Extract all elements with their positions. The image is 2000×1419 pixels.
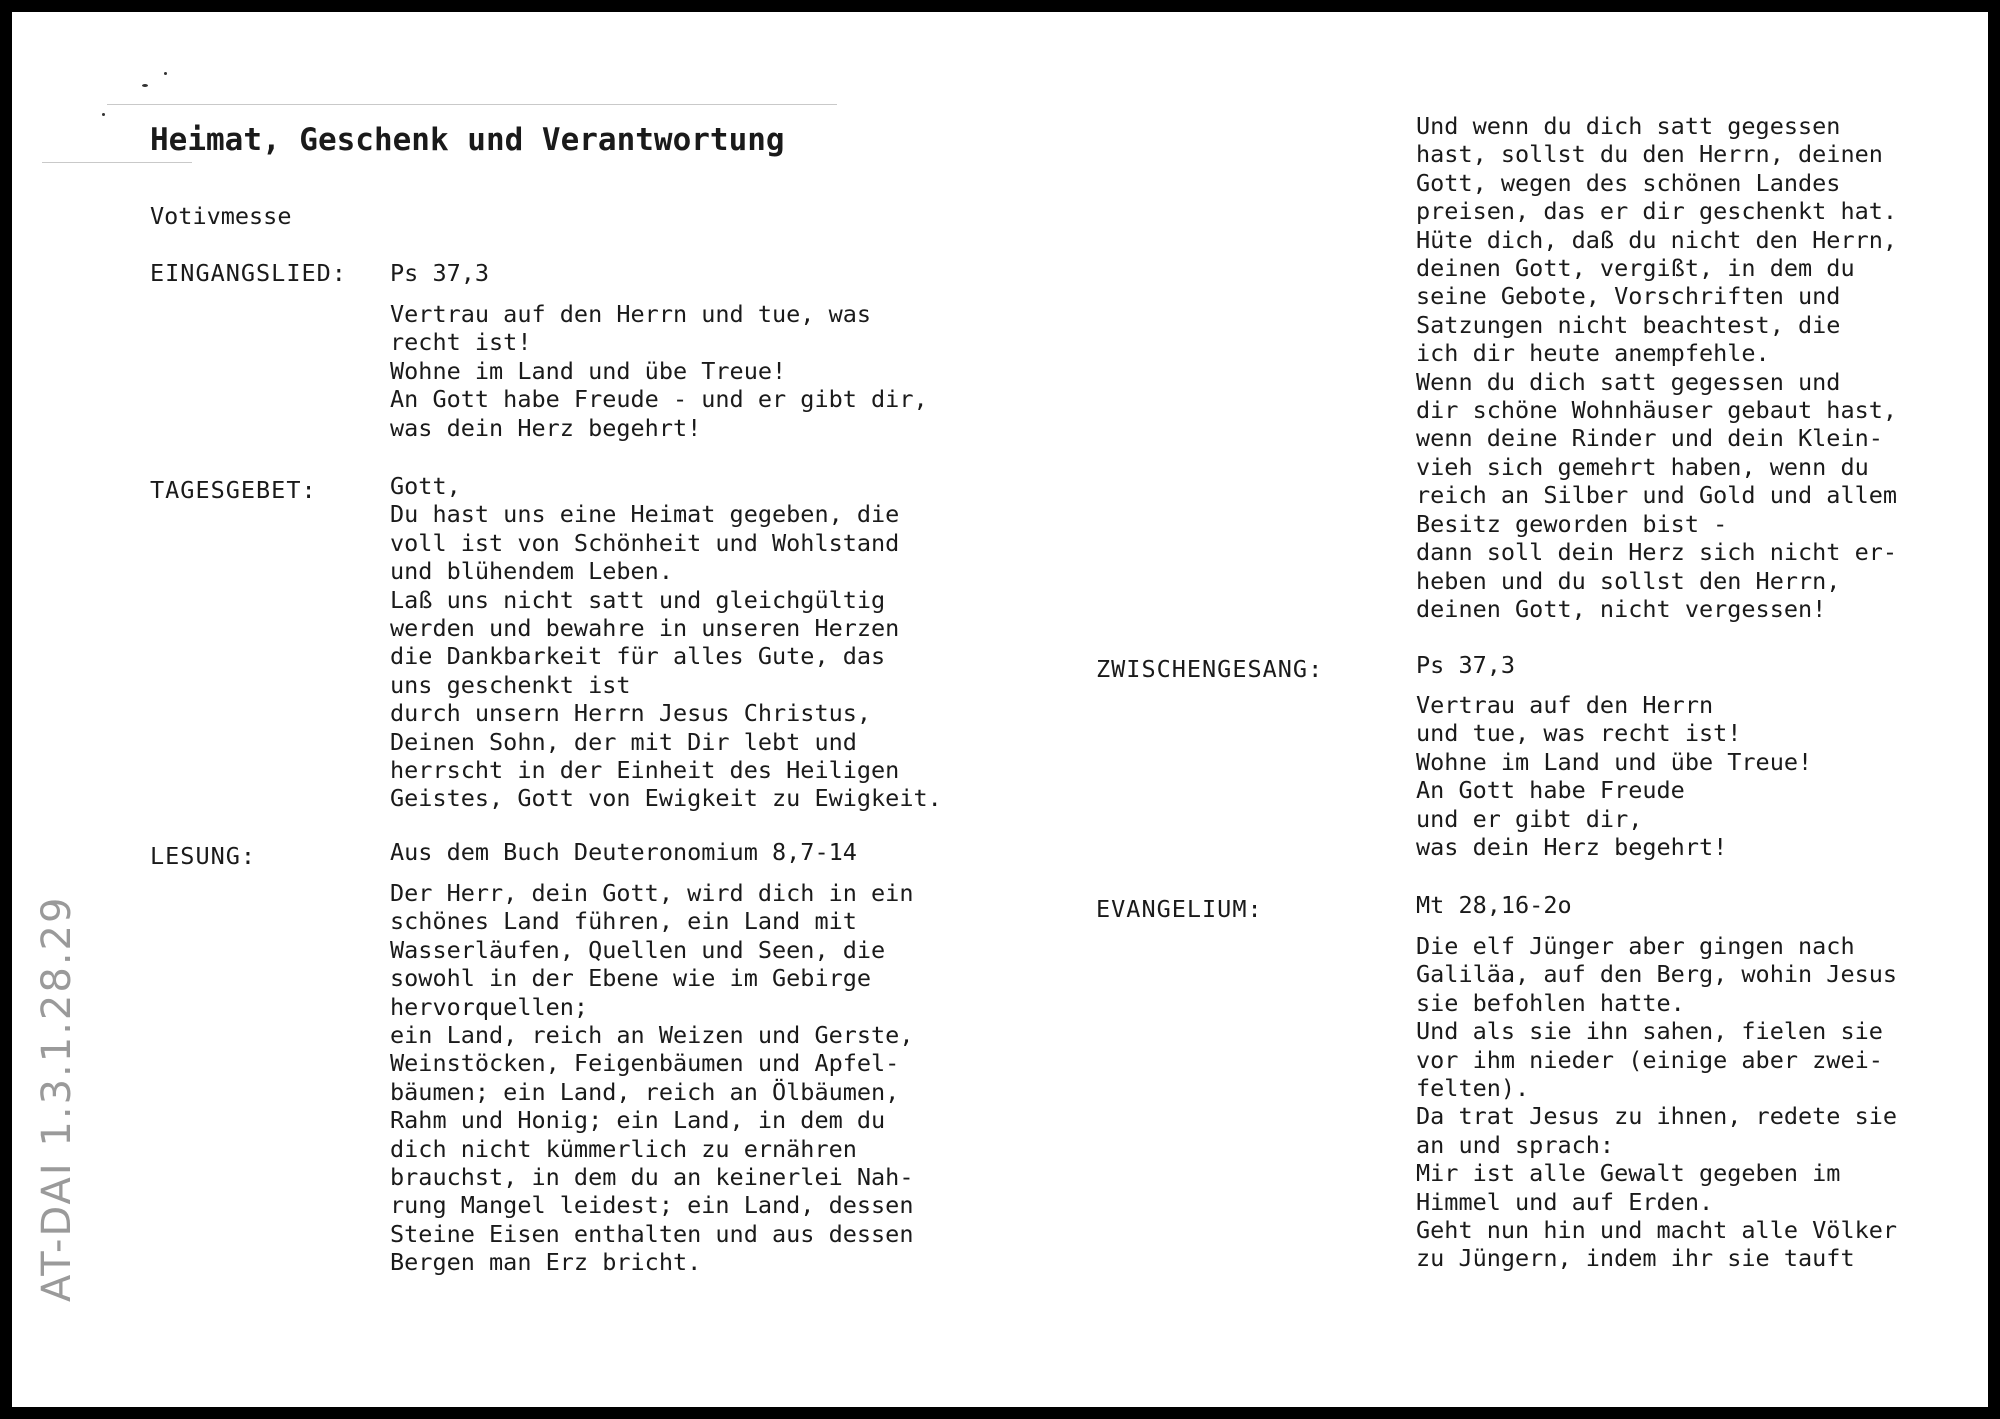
scan-smudge: [107, 104, 837, 105]
scan-speck: [142, 84, 148, 87]
section-text-zwischengesang: Vertrau auf den Herrn und tue, was recht ist! Wohne im Land und übe Treue! An Gott habe Freude und er gibt dir, was dein Herz begehrt!: [1416, 691, 1813, 862]
scan-smudge: [42, 162, 192, 163]
section-ref-lesung: Aus dem Buch Deuteronomium 8,7-14: [390, 838, 857, 866]
section-text-eingangslied: Vertrau auf den Herrn und tue, was recht ist! Wohne im Land und übe Treue! An Gott habe Freude - und er gibt dir, was dein Herz begehrt!: [390, 300, 928, 442]
section-ref-eingangslied: Ps 37,3: [390, 259, 490, 287]
section-text-lesung-continuation: Und wenn du dich satt gegessen hast, sollst du den Herrn, deinen Gott, wegen des schönen Landes preisen, das er dir geschenkt hat. Hüte dich, daß du nicht den Herrn, deinen Gott, vergißt, in dem du seine Gebote, Vorschriften und Satzungen nicht beachtest, die ich dir heute anempfehle. Wenn du dich satt gegessen und dir schöne Wohnhäuser gebaut hast, wenn deine Rinder und dein Klein- vieh sich gemehrt haben, wenn du reich an Silber und Gold und allem Besitz geworden bist - dann soll dein Herz sich nicht er- heben und du sollst den Herrn, deinen Gott, nicht vergessen!: [1416, 112, 1898, 623]
page-title: Heimat, Geschenk und Verantwortung: [150, 122, 785, 158]
scan-speck: [102, 113, 105, 116]
archive-signature: AT-DAI 1.3.1.28.29: [34, 895, 80, 1302]
subtitle: Votivmesse: [150, 202, 292, 230]
section-ref-evangelium: Mt 28,16-2o: [1416, 891, 1572, 919]
section-label-evangelium: EVANGELIUM:: [1096, 895, 1263, 923]
section-label-tagesgebet: TAGESGEBET:: [150, 476, 317, 504]
section-text-tagesgebet: Gott, Du hast uns eine Heimat gegeben, die voll ist von Schönheit und Wohlstand und blühendem Leben. Laß uns nicht satt und gleichgültig werden und bewahre in unseren Herzen die Dankbarkeit für alles Gute, das uns geschenkt ist durch unsern Herrn Jesus Christus, Deinen Sohn, der mit Dir lebt und herrscht in der Einheit des Heiligen Geistes, Gott von Ewigkeit zu Ewigkeit.: [390, 472, 942, 813]
section-label-eingangslied: EINGANGSLIED:: [150, 259, 347, 287]
section-text-evangelium: Die elf Jünger aber gingen nach Galiläa, auf den Berg, wohin Jesus sie befohlen hatte. Und als sie ihn sahen, fielen sie vor ihm nieder (einige aber zwei- felten). Da trat Jesus zu ihnen, redete sie an und sprach: Mir ist alle Gewalt gegeben im Himmel und auf Erden. Geht nun hin und macht alle Völker zu Jüngern, indem ihr sie tauft: [1416, 932, 1898, 1273]
scan-speck: [164, 72, 167, 75]
section-label-zwischengesang: ZWISCHENGESANG:: [1096, 655, 1324, 683]
document-page: [12, 12, 1988, 1407]
section-ref-zwischengesang: Ps 37,3: [1416, 651, 1516, 679]
section-text-lesung: Der Herr, dein Gott, wird dich in ein schönes Land führen, ein Land mit Wasserläufen, Quellen und Seen, die sowohl in der Ebene wie im Gebirge hervorquellen; ein Land, reich an Weizen und Gerste, Weinstöcken, Feigenbäumen und Apfel- bäumen; ein Land, reich an Ölbäumen, Rahm und Honig; ein Land, in dem du dich nicht kümmerlich zu ernähren brauchst, in dem du an keinerlei Nah- rung Mangel leidest; ein Land, dessen Steine Eisen enthalten und aus dessen Bergen man Erz bricht.: [390, 879, 914, 1277]
section-label-lesung: LESUNG:: [150, 842, 257, 870]
